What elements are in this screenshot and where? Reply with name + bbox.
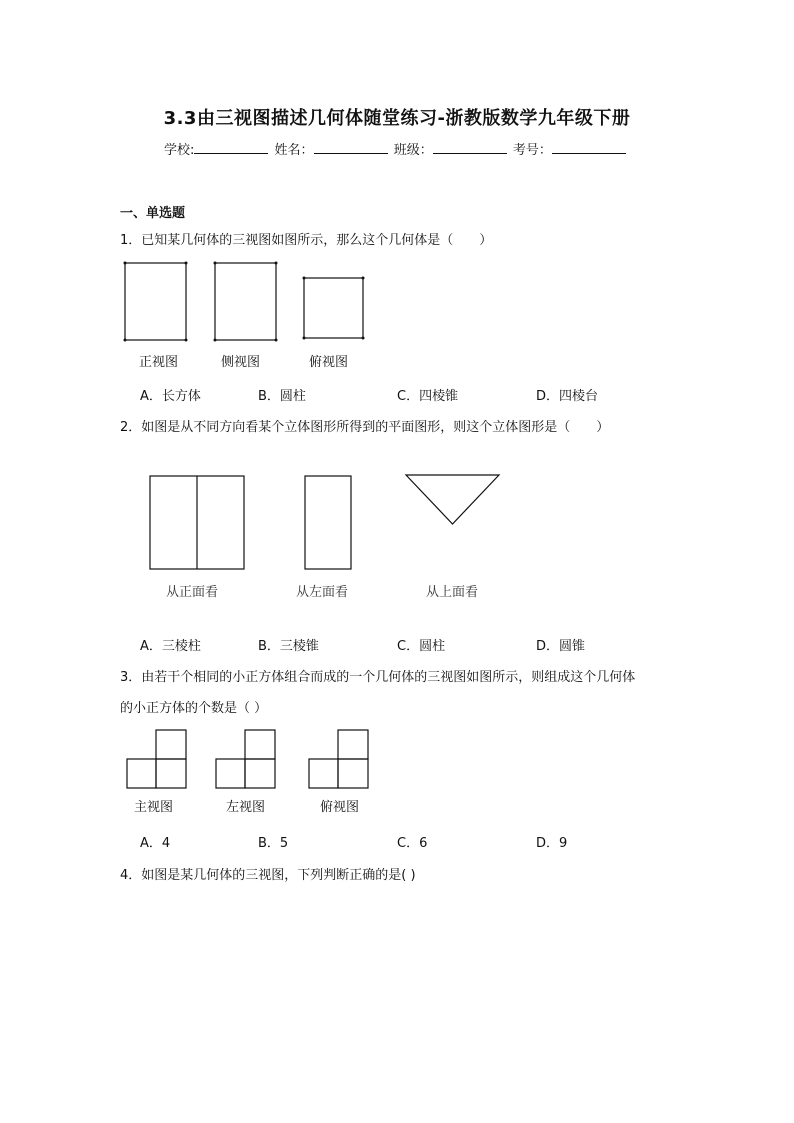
q2-option-b[interactable]: B．三棱锥 — [258, 639, 319, 654]
q3-option-c[interactable]: C．6 — [397, 836, 428, 851]
q3-option-d[interactable]: D．9 — [536, 836, 568, 851]
q3-front-view-figure — [126, 729, 188, 791]
q1-top-view-figure — [302, 276, 366, 341]
page-title: 3.3由三视图描述几何体随堂练习-浙教版数学九年级下册 — [163, 108, 631, 129]
section-heading: 一、单选题 — [120, 206, 186, 221]
q1-side-view-figure — [213, 261, 279, 343]
exam-no-label: 考号： — [512, 143, 552, 158]
school-label: 学校: — [164, 143, 195, 158]
school-field — [164, 139, 628, 158]
question-3-text-line1: 3．由若干个相同的小正方体组合而成的一个几何体的三视图如图所示，则组成这个几何体 — [120, 670, 636, 685]
exam-no-blank — [552, 141, 626, 154]
question-3-text-line2: 的小正方体的个数是（ ） — [120, 701, 268, 716]
q2-caption-top: 从上面看 — [426, 585, 479, 600]
q3-caption-left: 左视图 — [226, 800, 266, 815]
class-label: 班级： — [393, 143, 433, 158]
question-1-text: 1．已知某几何体的三视图如图所示，那么这个几何体是（ ） — [120, 233, 493, 248]
q3-caption-front: 主视图 — [134, 800, 174, 815]
name-label: 姓名： — [274, 143, 314, 158]
question-4-text: 4．如图是某几何体的三视图，下列判断正确的是( ) — [120, 868, 416, 883]
class-blank — [433, 141, 507, 154]
q1-caption-top: 俯视图 — [309, 355, 349, 370]
school-blank — [194, 141, 268, 154]
q3-option-b[interactable]: B．5 — [258, 836, 289, 851]
q3-option-a[interactable]: A．4 — [140, 836, 171, 851]
q1-option-a[interactable]: A．长方体 — [140, 389, 201, 404]
q3-left-view-figure — [215, 729, 277, 791]
q2-caption-left: 从左面看 — [296, 585, 349, 600]
q2-caption-front: 从正面看 — [166, 585, 219, 600]
q2-option-a[interactable]: A．三棱柱 — [140, 639, 201, 654]
q2-option-c[interactable]: C．圆柱 — [397, 639, 446, 654]
q2-top-view-figure — [405, 473, 501, 527]
q1-caption-front: 正视图 — [139, 355, 179, 370]
q1-front-view-figure — [123, 261, 189, 343]
question-2-text: 2．如图是从不同方向看某个立体图形所得到的平面图形，则这个立体图形是（ ） — [120, 420, 610, 435]
q1-option-b[interactable]: B．圆柱 — [258, 389, 306, 404]
q1-option-c[interactable]: C．四棱锥 — [397, 389, 459, 404]
q3-caption-top: 俯视图 — [320, 800, 360, 815]
name-blank — [314, 141, 388, 154]
q2-left-view-figure — [304, 475, 354, 572]
q2-option-d[interactable]: D．圆锥 — [536, 639, 586, 654]
q3-top-view-figure — [308, 729, 370, 791]
q1-option-d[interactable]: D．四棱台 — [536, 389, 599, 404]
q1-caption-side: 侧视图 — [221, 355, 261, 370]
q2-front-view-figure — [149, 475, 247, 572]
